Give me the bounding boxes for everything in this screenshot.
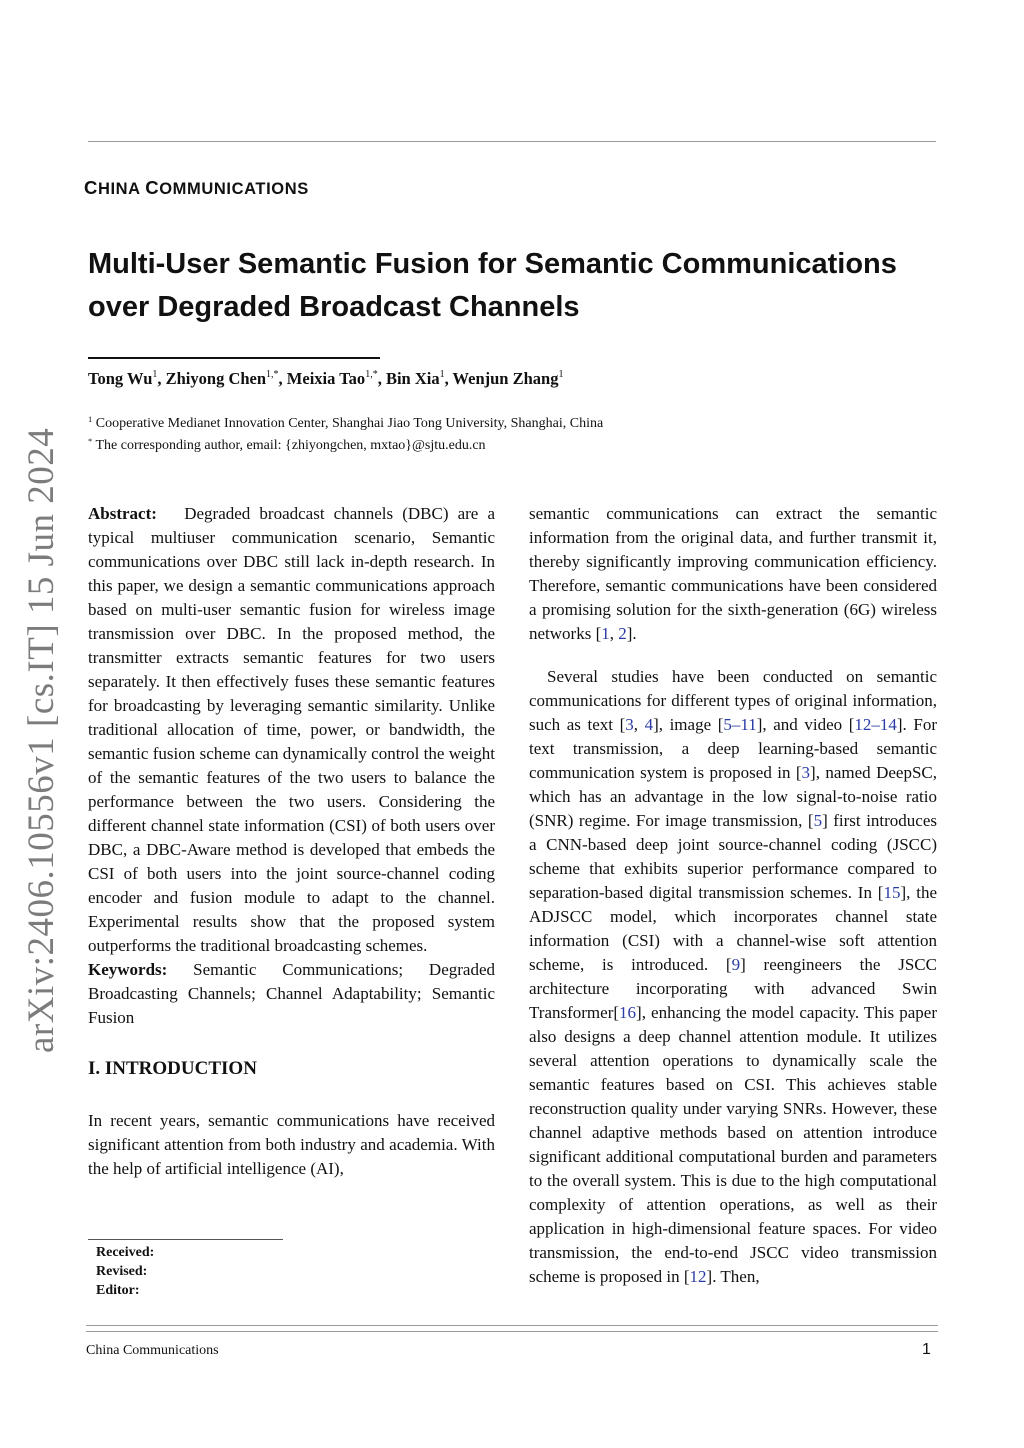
editor-label: Editor:: [96, 1283, 140, 1298]
footnote-rule: [88, 1239, 283, 1240]
author-sup: 1,*: [365, 369, 378, 380]
citation-link[interactable]: 12: [689, 1267, 707, 1286]
author-sup: 1: [558, 369, 564, 380]
top-rule: [88, 141, 936, 142]
intro-paragraph: In recent years, semantic communications have received significant attention from both industry and academia. With the help of artificial intelligence (AI),: [88, 1111, 495, 1178]
author-list: Tong Wu$^1$, Zhiyong Chen$^{1,*}$, Meixia Tao$^{1,*}$, Bin Xia$^1$, Wenjun Zhang$^1$: [88, 369, 564, 388]
citation-link[interactable]: 5–11: [723, 715, 757, 734]
citation-link[interactable]: 3: [801, 763, 811, 782]
citation-link[interactable]: 2: [618, 624, 627, 643]
journal-header: CHINA COMMUNICATIONS: [84, 177, 309, 198]
author-name: Tong Wu: [88, 369, 153, 388]
page-number: 1: [922, 1341, 931, 1358]
author-name: Wenjun Zhang: [452, 369, 559, 388]
author-sup: 1,*: [266, 369, 279, 380]
abstract-label: Abstract:: [88, 504, 157, 523]
received-label: Received:: [96, 1245, 155, 1260]
title-line-1: Multi-User Semantic Fusion for Semantic Communications: [88, 248, 897, 280]
revised-label: Revised:: [96, 1264, 148, 1279]
title-rule: [88, 357, 380, 359]
footer-rule: [86, 1331, 938, 1332]
citation-link[interactable]: 16: [619, 1003, 637, 1022]
author-name: Bin Xia: [385, 369, 440, 388]
citation-link[interactable]: 1: [601, 624, 610, 643]
title-line-2: over Degraded Broadcast Channels: [88, 291, 580, 323]
citation-link[interactable]: 9: [731, 955, 741, 974]
author-name: Zhiyong Chen: [165, 369, 267, 388]
keywords-label: Keywords:: [88, 960, 168, 979]
arxiv-stamp: arXiv:2406.10556v1 [cs.IT] 15 Jun 2024: [21, 427, 62, 1053]
affiliation-2: * The corresponding author, email: {zhiyongchen, mxtao}@sjtu.edu.cn: [88, 436, 486, 453]
right-column: [529, 502, 937, 1289]
paper-title: [88, 243, 948, 329]
body-paragraph: Several studies have been conducted on semantic communications for different types of original information, such as text [3, 4], image [5–11], and video [12–14]. For text transmission, a deep learning-based semantic communication system is proposed in [3], named DeepSC, which has an advantage in the low signal-to-noise ratio (SNR) regime. For image transmission, [5] first introduces a CNN-based deep joint source-channel coding (JSCC) scheme that exhibits superior performance compared to separation-based digital transmission schemes. In [15], the ADJSCC model, which incorporates channel state information (CSI) with a channel-wise soft attention scheme, is introduced. [9] reengineers the JSCC architecture incorporating with advanced Swin Transformer[16], enhancing the model capacity. This paper also designs a deep channel attention module. It utilizes several attention operations to dynamically scale the semantic features based on CSI. This achieves stable reconstruction quality under varying SNRs. However, these channel adaptive methods based on attention introduce significant additional computational burden and parameters to the overall system. This is due to the high computational complexity of attention operations, as well as their application in high-dimensional feature spaces. For video transmission, the end-to-end JSCC video transmission scheme is proposed in [12]. Then,: [529, 667, 938, 1286]
citation-link[interactable]: 15: [883, 883, 901, 902]
abstract: [88, 502, 495, 958]
author-name: Meixia Tao: [286, 369, 366, 388]
footer-rule: [86, 1325, 938, 1326]
keywords: [88, 958, 495, 1030]
keywords-text: Semantic Communications; Degraded Broadcasting Channels; Channel Adaptability; Semantic Fusion: [88, 960, 496, 1027]
footer-journal: China Communications: [86, 1343, 219, 1358]
body-paragraph: semantic communications can extract the semantic information from the original data, and further transmit it, thereby significantly improving communication efficiency. Therefore, semantic communications have been considered a promising solution for the sixth-generation (6G) wireless networks [1, 2].: [529, 504, 937, 643]
citation-link[interactable]: 3: [625, 715, 634, 734]
affiliation-1: $^1$ Cooperative Medianet Innovation Center, Shanghai Jiao Tong University, Shanghai, China: [88, 414, 604, 431]
author-sup: 1: [152, 369, 158, 380]
author-sup: 1: [439, 369, 445, 380]
left-column: [88, 502, 495, 1181]
citation-link[interactable]: 5: [813, 811, 823, 830]
citation-link[interactable]: 4: [644, 715, 654, 734]
section-heading: I. INTRODUCTION: [88, 1058, 257, 1079]
abstract-text: Degraded broadcast channels (DBC) are a typical multiuser communication scenario, Semantic communications over DBC still lack in-depth research. In this paper, we design a semantic communications approach based on multi-user semantic fusion for wireless image transmission over DBC. In the proposed method, the transmitter extracts semantic features for two users separately. It then effectively fuses these semantic features for broadcasting by leveraging semantic similarity. Unlike traditional allocation of time, power, or bandwidth, the semantic fusion scheme can dynamically control the weight of the semantic features of the two users to balance the performance between the two users. Considering the different channel state information (CSI) of both users over DBC, a DBC-Aware method is developed that embeds the CSI of both users into the joint source-channel coding encoder and fusion module to adapt to the channel. Experimental results show that the proposed system outperforms the traditional broadcasting schemes.: [88, 504, 496, 955]
citation-link[interactable]: 12–14: [854, 715, 897, 734]
